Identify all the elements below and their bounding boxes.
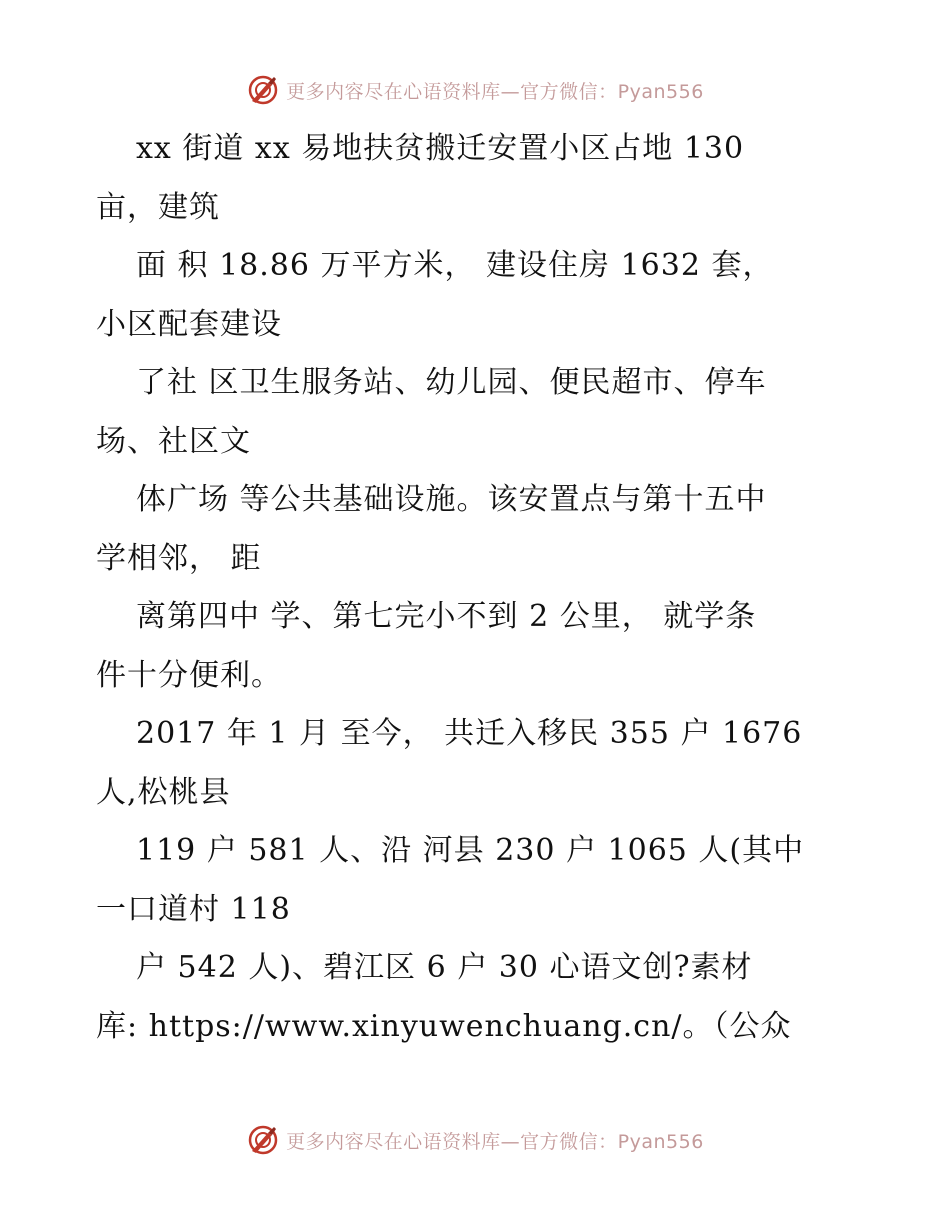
body-line: 小区配套建设 xyxy=(96,306,282,342)
pen-logo-icon xyxy=(246,73,280,107)
body-line: xx 街道 xx 易地扶贫搬迁安置小区占地 130 xyxy=(136,131,745,166)
body-line: 件十分便利。 xyxy=(96,657,282,693)
header-watermark xyxy=(0,70,950,110)
body-line: 人,松桃县 xyxy=(96,774,231,810)
body-line: 体广场 等公共基础设施。该安置点与第十五中 xyxy=(136,482,767,517)
body-line: 场、社区文 xyxy=(96,423,251,459)
pen-logo-icon xyxy=(246,1123,280,1157)
body-line: 离第四中 学、第七完小不到 2 公里， 就学条 xyxy=(136,599,757,634)
body-line: 亩，建筑 xyxy=(96,189,220,225)
body-line: 学相邻， 距 xyxy=(96,540,262,576)
body-line: 一口道村 118 xyxy=(96,891,291,927)
body-line: 户 542 人)、碧江区 6 户 30 心语文创?素材 xyxy=(136,950,753,985)
footer-watermark xyxy=(0,1120,950,1160)
body-line: 2017 年 1 月 至今， 共迁入移民 355 户 1676 xyxy=(136,716,803,751)
document-body xyxy=(96,120,856,1056)
body-line: 了社 区卫生服务站、幼儿园、便民超市、停车 xyxy=(136,365,767,400)
header-watermark-text: 更多内容尽在心语资料库—官方微信：Pyan556 xyxy=(286,80,704,103)
body-line: 库: https://www.xinyuwenchuang.cn/。（公众 xyxy=(96,1008,792,1044)
body-line: 面 积 18.86 万平方米， 建设住房 1632 套， xyxy=(136,248,774,283)
footer-watermark-text: 更多内容尽在心语资料库—官方微信：Pyan556 xyxy=(286,1130,704,1153)
body-line: 119 户 581 人、沿 河县 230 户 1065 人(其中 xyxy=(136,833,805,868)
